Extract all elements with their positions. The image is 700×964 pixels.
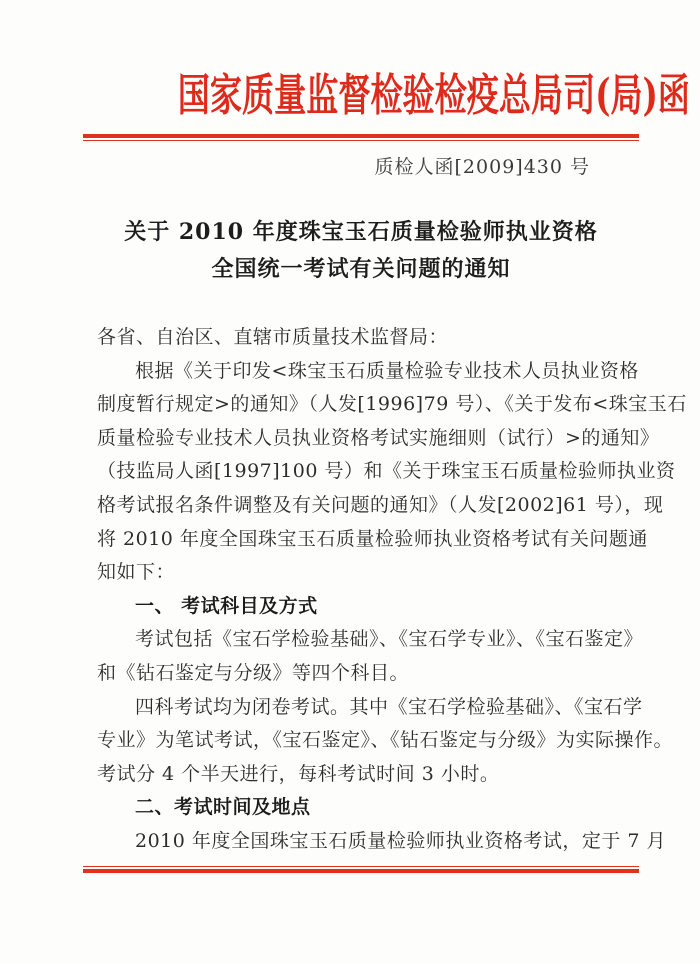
body-line: 四科考试均为闭卷考试。其中《宝石学检验基础》、《宝石学 bbox=[135, 695, 643, 718]
body-line: 考试包括《宝石学检验基础》、《宝石学专业》、《宝石鉴定》 bbox=[135, 628, 644, 651]
letterhead-title-text: 国家质量监督检验检疫总局司(局)函 bbox=[177, 70, 690, 121]
document-reference-number: 质检人函[2009]430 号 bbox=[374, 156, 590, 178]
letterhead-divider-rule bbox=[83, 134, 639, 141]
body-line: 格考试报名条件调整及有关问题的通知》（人发[2002]61 号），现 bbox=[97, 493, 664, 516]
body-line: 考试分 4 个半天进行，每科考试时间 3 小时。 bbox=[97, 762, 500, 785]
page-footer-rule bbox=[83, 866, 639, 873]
body-line: 制度暂行规定>的通知》（人发[1996]79 号）、《关于发布<珠宝玉石 bbox=[97, 393, 687, 416]
document-title-line-1: 关于 2010 年度珠宝玉石质量检验师执业资格 bbox=[124, 219, 598, 245]
letterhead-title bbox=[83, 68, 690, 124]
section-heading-2: 二、考试时间及地点 bbox=[135, 796, 311, 819]
section-heading-1: 一、 考试科目及方式 bbox=[135, 594, 318, 617]
body-line: 根据《关于印发<珠宝玉石质量检验专业技术人员执业资格 bbox=[135, 359, 639, 382]
body-line: 将 2010 年度全国珠宝玉石质量检验师执业资格考试有关问题通 bbox=[97, 527, 648, 550]
body-line-salutation: 各省、自治区、直辖市质量技术监督局： bbox=[97, 326, 449, 348]
body-line: 知如下： bbox=[97, 561, 176, 584]
body-line: 和《钻石鉴定与分级》等四个科目。 bbox=[97, 661, 410, 684]
body-line: 质量检验专业技术人员执业资格考试实施细则（试行）>的通知》 bbox=[97, 426, 660, 449]
document-body bbox=[97, 321, 687, 859]
document-title bbox=[83, 214, 639, 288]
body-line: 2010 年度全国珠宝玉石质量检验师执业资格考试，定于 7 月 bbox=[135, 829, 667, 852]
document-title-line-2: 全国统一考试有关问题的通知 bbox=[211, 256, 511, 282]
body-line: （技监局人函[1997]100 号）和《关于珠宝玉石质量检验师执业资 bbox=[97, 460, 676, 483]
body-line: 专业》为笔试考试，《宝石鉴定》、《钻石鉴定与分级》为实际操作。 bbox=[97, 729, 674, 752]
